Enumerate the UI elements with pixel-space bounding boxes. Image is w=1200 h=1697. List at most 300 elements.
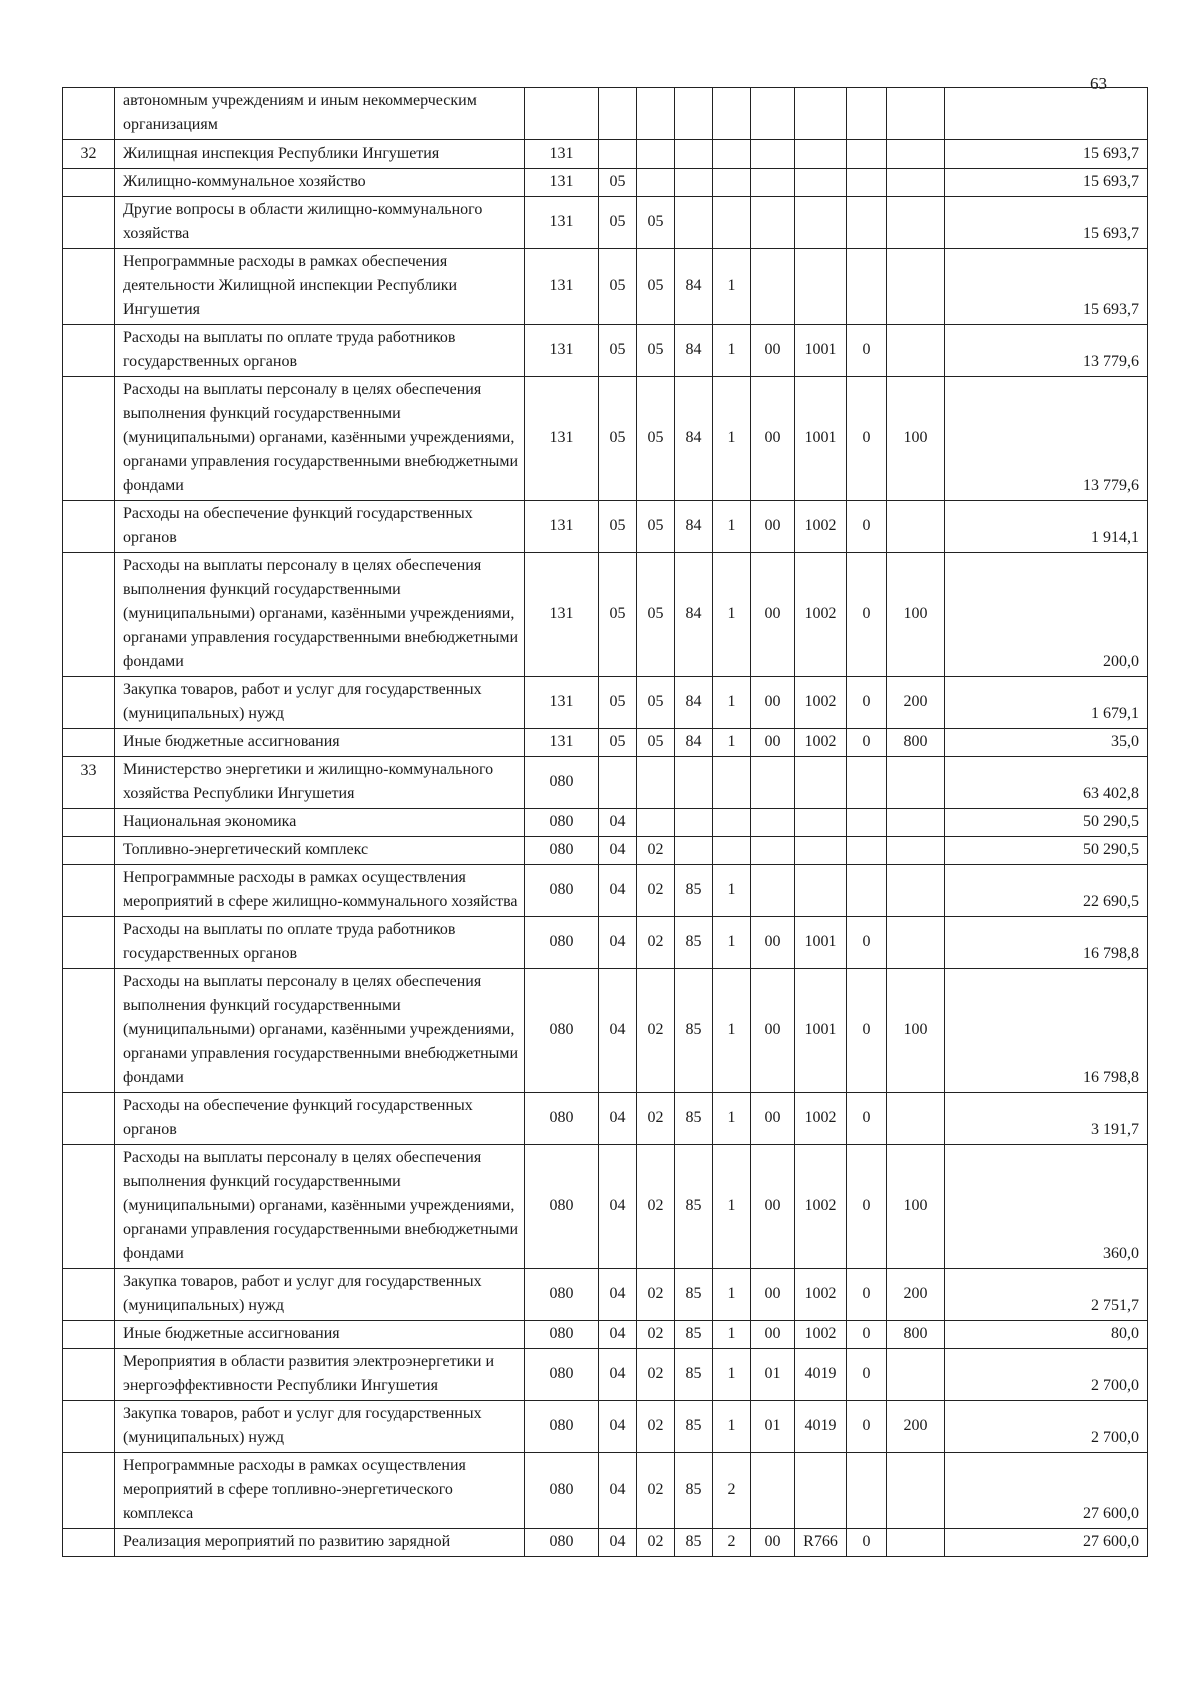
main-event-code-cell: 01 [751, 1401, 795, 1453]
section-code-cell: 04 [599, 1401, 637, 1453]
main-event-code-cell [751, 197, 795, 249]
ministry-code-cell: 131 [525, 249, 599, 325]
main-event-code-cell [751, 809, 795, 837]
expense-type-code-cell: 100 [887, 377, 945, 501]
table-row [63, 88, 1148, 140]
subprogram-code-cell: 1 [713, 729, 751, 757]
direction-ext-code-cell: 0 [847, 1093, 887, 1145]
direction-ext-code-cell [847, 88, 887, 140]
program-code-cell: 85 [675, 1093, 713, 1145]
expense-name-cell: Жилищная инспекция Республики Ингушетия [115, 140, 525, 169]
subsection-code-cell: 02 [637, 1401, 675, 1453]
direction-ext-code-cell: 0 [847, 501, 887, 553]
ministry-code-cell [525, 88, 599, 140]
subprogram-code-cell: 2 [713, 1529, 751, 1557]
subsection-code-cell: 02 [637, 865, 675, 917]
section-code-cell: 05 [599, 377, 637, 501]
amount-cell: 15 693,7 [945, 140, 1148, 169]
subprogram-code-cell: 1 [713, 501, 751, 553]
expense-name-cell: Реализация мероприятий по развитию зарядной [115, 1529, 525, 1557]
amount-cell: 2 700,0 [945, 1401, 1148, 1453]
subprogram-code-cell: 1 [713, 1349, 751, 1401]
subsection-code-cell: 05 [637, 325, 675, 377]
subprogram-code-cell [713, 197, 751, 249]
direction-code-cell [795, 249, 847, 325]
main-event-code-cell: 00 [751, 1145, 795, 1269]
subprogram-code-cell: 1 [713, 1145, 751, 1269]
budget-allocation-table [62, 87, 1148, 1557]
table-row [63, 1529, 1148, 1557]
ministry-code-cell: 080 [525, 1401, 599, 1453]
section-code-cell: 05 [599, 197, 637, 249]
table-row [63, 917, 1148, 969]
program-code-cell: 84 [675, 325, 713, 377]
section-code-cell: 05 [599, 677, 637, 729]
row-number-cell [63, 1321, 115, 1349]
expense-name-cell: Расходы на выплаты персоналу в целях обеспечения выполнения функций государственными (муниципальными) органами, казёнными учреждениями, органами управления государственными внебюджетными фондами [115, 377, 525, 501]
ministry-code-cell: 080 [525, 757, 599, 809]
subprogram-code-cell: 1 [713, 677, 751, 729]
direction-ext-code-cell: 0 [847, 729, 887, 757]
direction-ext-code-cell: 0 [847, 553, 887, 677]
section-code-cell: 04 [599, 1349, 637, 1401]
program-code-cell: 85 [675, 1349, 713, 1401]
table-row [63, 501, 1148, 553]
main-event-code-cell [751, 1453, 795, 1529]
direction-code-cell [795, 88, 847, 140]
section-code-cell: 04 [599, 1529, 637, 1557]
row-number-cell [63, 377, 115, 501]
subprogram-code-cell [713, 140, 751, 169]
subsection-code-cell [637, 169, 675, 197]
direction-code-cell: 1002 [795, 1269, 847, 1321]
subprogram-code-cell: 1 [713, 377, 751, 501]
expense-type-code-cell: 800 [887, 1321, 945, 1349]
program-code-cell: 84 [675, 249, 713, 325]
expense-name-cell: Национальная экономика [115, 809, 525, 837]
amount-cell: 27 600,0 [945, 1453, 1148, 1529]
main-event-code-cell: 00 [751, 1529, 795, 1557]
expense-type-code-cell [887, 88, 945, 140]
direction-code-cell [795, 140, 847, 169]
section-code-cell: 05 [599, 325, 637, 377]
expense-name-cell: Закупка товаров, работ и услуг для государственных (муниципальных) нужд [115, 677, 525, 729]
amount-cell: 15 693,7 [945, 249, 1148, 325]
expense-type-code-cell: 200 [887, 1269, 945, 1321]
subprogram-code-cell: 1 [713, 917, 751, 969]
section-code-cell [599, 140, 637, 169]
expense-type-code-cell [887, 1349, 945, 1401]
ministry-code-cell: 131 [525, 140, 599, 169]
expense-name-cell: Непрограммные расходы в рамках осуществления мероприятий в сфере топливно-энергетического комплекса [115, 1453, 525, 1529]
direction-code-cell [795, 197, 847, 249]
table-row [63, 865, 1148, 917]
ministry-code-cell: 080 [525, 1529, 599, 1557]
subprogram-code-cell [713, 837, 751, 865]
subsection-code-cell: 02 [637, 1321, 675, 1349]
program-code-cell [675, 197, 713, 249]
direction-ext-code-cell [847, 837, 887, 865]
main-event-code-cell [751, 249, 795, 325]
amount-cell: 13 779,6 [945, 325, 1148, 377]
amount-cell: 15 693,7 [945, 169, 1148, 197]
expense-type-code-cell [887, 1453, 945, 1529]
expense-name-cell: автономным учреждениям и иным некоммерческим организациям [115, 88, 525, 140]
subsection-code-cell: 02 [637, 1145, 675, 1269]
ministry-code-cell: 080 [525, 1093, 599, 1145]
row-number-cell [63, 1401, 115, 1453]
row-number-cell [63, 969, 115, 1093]
subsection-code-cell: 02 [637, 837, 675, 865]
amount-cell: 1 914,1 [945, 501, 1148, 553]
row-number-cell [63, 729, 115, 757]
direction-ext-code-cell: 0 [847, 377, 887, 501]
direction-ext-code-cell: 0 [847, 917, 887, 969]
subsection-code-cell: 02 [637, 917, 675, 969]
program-code-cell: 84 [675, 501, 713, 553]
table-row [63, 197, 1148, 249]
ministry-code-cell: 131 [525, 677, 599, 729]
direction-ext-code-cell [847, 1453, 887, 1529]
direction-ext-code-cell: 0 [847, 1349, 887, 1401]
row-number-cell [63, 677, 115, 729]
subprogram-code-cell: 1 [713, 553, 751, 677]
ministry-code-cell: 131 [525, 169, 599, 197]
program-code-cell [675, 757, 713, 809]
subprogram-code-cell: 1 [713, 865, 751, 917]
row-number-cell [63, 865, 115, 917]
subprogram-code-cell: 1 [713, 1269, 751, 1321]
section-code-cell: 04 [599, 917, 637, 969]
expense-name-cell: Расходы на выплаты персоналу в целях обеспечения выполнения функций государственными (муниципальными) органами, казёнными учреждениями, органами управления государственными внебюджетными фондами [115, 553, 525, 677]
row-number-cell [63, 249, 115, 325]
direction-code-cell [795, 837, 847, 865]
amount-cell [945, 88, 1148, 140]
subprogram-code-cell: 1 [713, 969, 751, 1093]
main-event-code-cell: 00 [751, 969, 795, 1093]
table-row [63, 169, 1148, 197]
expense-type-code-cell [887, 837, 945, 865]
subsection-code-cell: 02 [637, 1269, 675, 1321]
program-code-cell: 84 [675, 377, 713, 501]
expense-name-cell: Закупка товаров, работ и услуг для государственных (муниципальных) нужд [115, 1401, 525, 1453]
row-number-cell [63, 917, 115, 969]
ministry-code-cell: 131 [525, 197, 599, 249]
ministry-code-cell: 131 [525, 377, 599, 501]
program-code-cell: 84 [675, 729, 713, 757]
direction-ext-code-cell [847, 197, 887, 249]
subprogram-code-cell: 1 [713, 1093, 751, 1145]
ministry-code-cell: 080 [525, 809, 599, 837]
ministry-code-cell: 080 [525, 1269, 599, 1321]
program-code-cell: 85 [675, 1401, 713, 1453]
program-code-cell: 85 [675, 1453, 713, 1529]
table-row [63, 969, 1148, 1093]
direction-code-cell: 1001 [795, 377, 847, 501]
expense-name-cell: Иные бюджетные ассигнования [115, 1321, 525, 1349]
subsection-code-cell [637, 140, 675, 169]
expense-name-cell: Закупка товаров, работ и услуг для государственных (муниципальных) нужд [115, 1269, 525, 1321]
direction-code-cell: 1001 [795, 917, 847, 969]
row-number-cell [63, 809, 115, 837]
ministry-code-cell: 080 [525, 1145, 599, 1269]
row-number-cell [63, 1145, 115, 1269]
expense-name-cell: Расходы на выплаты по оплате труда работников государственных органов [115, 917, 525, 969]
ministry-code-cell: 080 [525, 837, 599, 865]
subprogram-code-cell [713, 169, 751, 197]
row-number-cell [63, 325, 115, 377]
expense-type-code-cell: 800 [887, 729, 945, 757]
expense-type-code-cell [887, 865, 945, 917]
row-number-cell [63, 1529, 115, 1557]
program-code-cell: 85 [675, 969, 713, 1093]
row-number-cell [63, 837, 115, 865]
direction-code-cell: 1002 [795, 553, 847, 677]
expense-name-cell: Расходы на выплаты персоналу в целях обеспечения выполнения функций государственными (муниципальными) органами, казёнными учреждениями, органами управления государственными внебюджетными фондами [115, 1145, 525, 1269]
direction-ext-code-cell [847, 757, 887, 809]
section-code-cell [599, 757, 637, 809]
amount-cell: 360,0 [945, 1145, 1148, 1269]
ministry-code-cell: 080 [525, 865, 599, 917]
direction-code-cell: 1002 [795, 729, 847, 757]
expense-name-cell: Министерство энергетики и жилищно-коммунального хозяйства Республики Ингушетия [115, 757, 525, 809]
table-row [63, 140, 1148, 169]
direction-code-cell: 1002 [795, 1093, 847, 1145]
direction-code-cell [795, 169, 847, 197]
amount-cell: 16 798,8 [945, 969, 1148, 1093]
main-event-code-cell [751, 88, 795, 140]
table-row [63, 757, 1148, 809]
main-event-code-cell [751, 865, 795, 917]
expense-type-code-cell [887, 1093, 945, 1145]
direction-ext-code-cell [847, 865, 887, 917]
amount-cell: 200,0 [945, 553, 1148, 677]
ministry-code-cell: 131 [525, 501, 599, 553]
expense-name-cell: Расходы на выплаты персоналу в целях обеспечения выполнения функций государственными (муниципальными) органами, казёнными учреждениями, органами управления государственными внебюджетными фондами [115, 969, 525, 1093]
row-number-cell [63, 1093, 115, 1145]
row-number-cell [63, 501, 115, 553]
expense-type-code-cell [887, 757, 945, 809]
subsection-code-cell: 05 [637, 377, 675, 501]
expense-type-code-cell [887, 140, 945, 169]
direction-code-cell: 4019 [795, 1349, 847, 1401]
ministry-code-cell: 131 [525, 553, 599, 677]
subprogram-code-cell: 1 [713, 1321, 751, 1349]
main-event-code-cell [751, 140, 795, 169]
expense-name-cell: Мероприятия в области развития электроэнергетики и энергоэффективности Республики Ингушетия [115, 1349, 525, 1401]
program-code-cell [675, 88, 713, 140]
main-event-code-cell [751, 757, 795, 809]
main-event-code-cell: 00 [751, 1269, 795, 1321]
main-event-code-cell [751, 169, 795, 197]
direction-code-cell: 1001 [795, 325, 847, 377]
direction-ext-code-cell [847, 169, 887, 197]
expense-type-code-cell [887, 249, 945, 325]
section-code-cell: 04 [599, 1453, 637, 1529]
direction-code-cell: R766 [795, 1529, 847, 1557]
amount-cell: 27 600,0 [945, 1529, 1148, 1557]
section-code-cell [599, 88, 637, 140]
direction-ext-code-cell [847, 809, 887, 837]
main-event-code-cell: 00 [751, 729, 795, 757]
amount-cell: 63 402,8 [945, 757, 1148, 809]
row-number-cell [63, 1269, 115, 1321]
ministry-code-cell: 080 [525, 1321, 599, 1349]
section-code-cell: 04 [599, 1145, 637, 1269]
ministry-code-cell: 080 [525, 1349, 599, 1401]
table-row [63, 809, 1148, 837]
ministry-code-cell: 080 [525, 917, 599, 969]
expense-type-code-cell [887, 501, 945, 553]
row-number-cell [63, 1349, 115, 1401]
expense-type-code-cell: 100 [887, 1145, 945, 1269]
section-code-cell: 04 [599, 837, 637, 865]
direction-ext-code-cell: 0 [847, 1401, 887, 1453]
subprogram-code-cell: 2 [713, 1453, 751, 1529]
program-code-cell: 85 [675, 1529, 713, 1557]
direction-ext-code-cell [847, 249, 887, 325]
program-code-cell [675, 837, 713, 865]
main-event-code-cell: 01 [751, 1349, 795, 1401]
direction-code-cell [795, 1453, 847, 1529]
expense-name-cell: Расходы на выплаты по оплате труда работников государственных органов [115, 325, 525, 377]
expense-type-code-cell: 200 [887, 677, 945, 729]
section-code-cell: 05 [599, 501, 637, 553]
program-code-cell: 84 [675, 677, 713, 729]
main-event-code-cell: 00 [751, 325, 795, 377]
section-code-cell: 04 [599, 1269, 637, 1321]
amount-cell: 2 751,7 [945, 1269, 1148, 1321]
expense-name-cell: Иные бюджетные ассигнования [115, 729, 525, 757]
expense-type-code-cell [887, 325, 945, 377]
main-event-code-cell: 00 [751, 553, 795, 677]
table-row [63, 1349, 1148, 1401]
direction-code-cell: 1002 [795, 1321, 847, 1349]
direction-ext-code-cell: 0 [847, 1321, 887, 1349]
section-code-cell: 04 [599, 1093, 637, 1145]
section-code-cell: 05 [599, 249, 637, 325]
subprogram-code-cell: 1 [713, 325, 751, 377]
direction-ext-code-cell: 0 [847, 325, 887, 377]
program-code-cell [675, 809, 713, 837]
expense-type-code-cell [887, 1529, 945, 1557]
subsection-code-cell: 02 [637, 1093, 675, 1145]
subprogram-code-cell [713, 757, 751, 809]
section-code-cell: 04 [599, 809, 637, 837]
amount-cell: 35,0 [945, 729, 1148, 757]
section-code-cell: 05 [599, 169, 637, 197]
table-body [63, 88, 1148, 1557]
subprogram-code-cell [713, 88, 751, 140]
main-event-code-cell: 00 [751, 1093, 795, 1145]
expense-name-cell: Расходы на обеспечение функций государственных органов [115, 501, 525, 553]
program-code-cell: 85 [675, 1321, 713, 1349]
direction-code-cell [795, 865, 847, 917]
table-row [63, 1093, 1148, 1145]
table-row [63, 325, 1148, 377]
expense-type-code-cell [887, 197, 945, 249]
direction-code-cell [795, 809, 847, 837]
amount-cell: 1 679,1 [945, 677, 1148, 729]
program-code-cell: 84 [675, 553, 713, 677]
row-number-cell [63, 553, 115, 677]
direction-code-cell: 1002 [795, 1145, 847, 1269]
subsection-code-cell: 05 [637, 553, 675, 677]
subsection-code-cell: 02 [637, 969, 675, 1093]
direction-ext-code-cell: 0 [847, 1269, 887, 1321]
section-code-cell: 05 [599, 553, 637, 677]
amount-cell: 15 693,7 [945, 197, 1148, 249]
expense-name-cell: Непрограммные расходы в рамках осуществления мероприятий в сфере жилищно-коммунального хозяйства [115, 865, 525, 917]
table-row [63, 1401, 1148, 1453]
subsection-code-cell: 05 [637, 197, 675, 249]
subprogram-code-cell [713, 809, 751, 837]
table-row [63, 553, 1148, 677]
expense-name-cell: Непрограммные расходы в рамках обеспечения деятельности Жилищной инспекции Республики Ингушетия [115, 249, 525, 325]
amount-cell: 16 798,8 [945, 917, 1148, 969]
table-row [63, 1269, 1148, 1321]
subsection-code-cell: 05 [637, 249, 675, 325]
table-row [63, 837, 1148, 865]
direction-ext-code-cell: 0 [847, 1145, 887, 1269]
expense-type-code-cell: 100 [887, 969, 945, 1093]
expense-type-code-cell: 100 [887, 553, 945, 677]
subsection-code-cell [637, 757, 675, 809]
amount-cell: 22 690,5 [945, 865, 1148, 917]
section-code-cell: 04 [599, 865, 637, 917]
expense-name-cell: Топливно-энергетический комплекс [115, 837, 525, 865]
row-number-cell [63, 1453, 115, 1529]
subsection-code-cell [637, 809, 675, 837]
expense-type-code-cell [887, 917, 945, 969]
page-number: 63 [1090, 74, 1107, 93]
table-row [63, 377, 1148, 501]
main-event-code-cell: 00 [751, 377, 795, 501]
subprogram-code-cell: 1 [713, 1401, 751, 1453]
subprogram-code-cell: 1 [713, 249, 751, 325]
table-row [63, 1321, 1148, 1349]
expense-name-cell: Жилищно-коммунальное хозяйство [115, 169, 525, 197]
program-code-cell: 85 [675, 1269, 713, 1321]
table-row [63, 729, 1148, 757]
row-number-cell: 33 [63, 757, 115, 809]
program-code-cell: 85 [675, 865, 713, 917]
amount-cell: 3 191,7 [945, 1093, 1148, 1145]
program-code-cell [675, 140, 713, 169]
row-number-cell [63, 169, 115, 197]
main-event-code-cell: 00 [751, 1321, 795, 1349]
direction-ext-code-cell [847, 140, 887, 169]
table-row [63, 1453, 1148, 1529]
main-event-code-cell: 00 [751, 677, 795, 729]
ministry-code-cell: 080 [525, 969, 599, 1093]
ministry-code-cell: 080 [525, 1453, 599, 1529]
direction-ext-code-cell: 0 [847, 969, 887, 1093]
program-code-cell [675, 169, 713, 197]
ministry-code-cell: 131 [525, 729, 599, 757]
main-event-code-cell [751, 837, 795, 865]
table-row [63, 677, 1148, 729]
expense-type-code-cell: 200 [887, 1401, 945, 1453]
table-row [63, 249, 1148, 325]
direction-code-cell: 4019 [795, 1401, 847, 1453]
expense-name-cell: Другие вопросы в области жилищно-коммунального хозяйства [115, 197, 525, 249]
section-code-cell: 04 [599, 969, 637, 1093]
subsection-code-cell: 02 [637, 1453, 675, 1529]
row-number-cell: 32 [63, 140, 115, 169]
expense-type-code-cell [887, 809, 945, 837]
row-number-cell [63, 88, 115, 140]
